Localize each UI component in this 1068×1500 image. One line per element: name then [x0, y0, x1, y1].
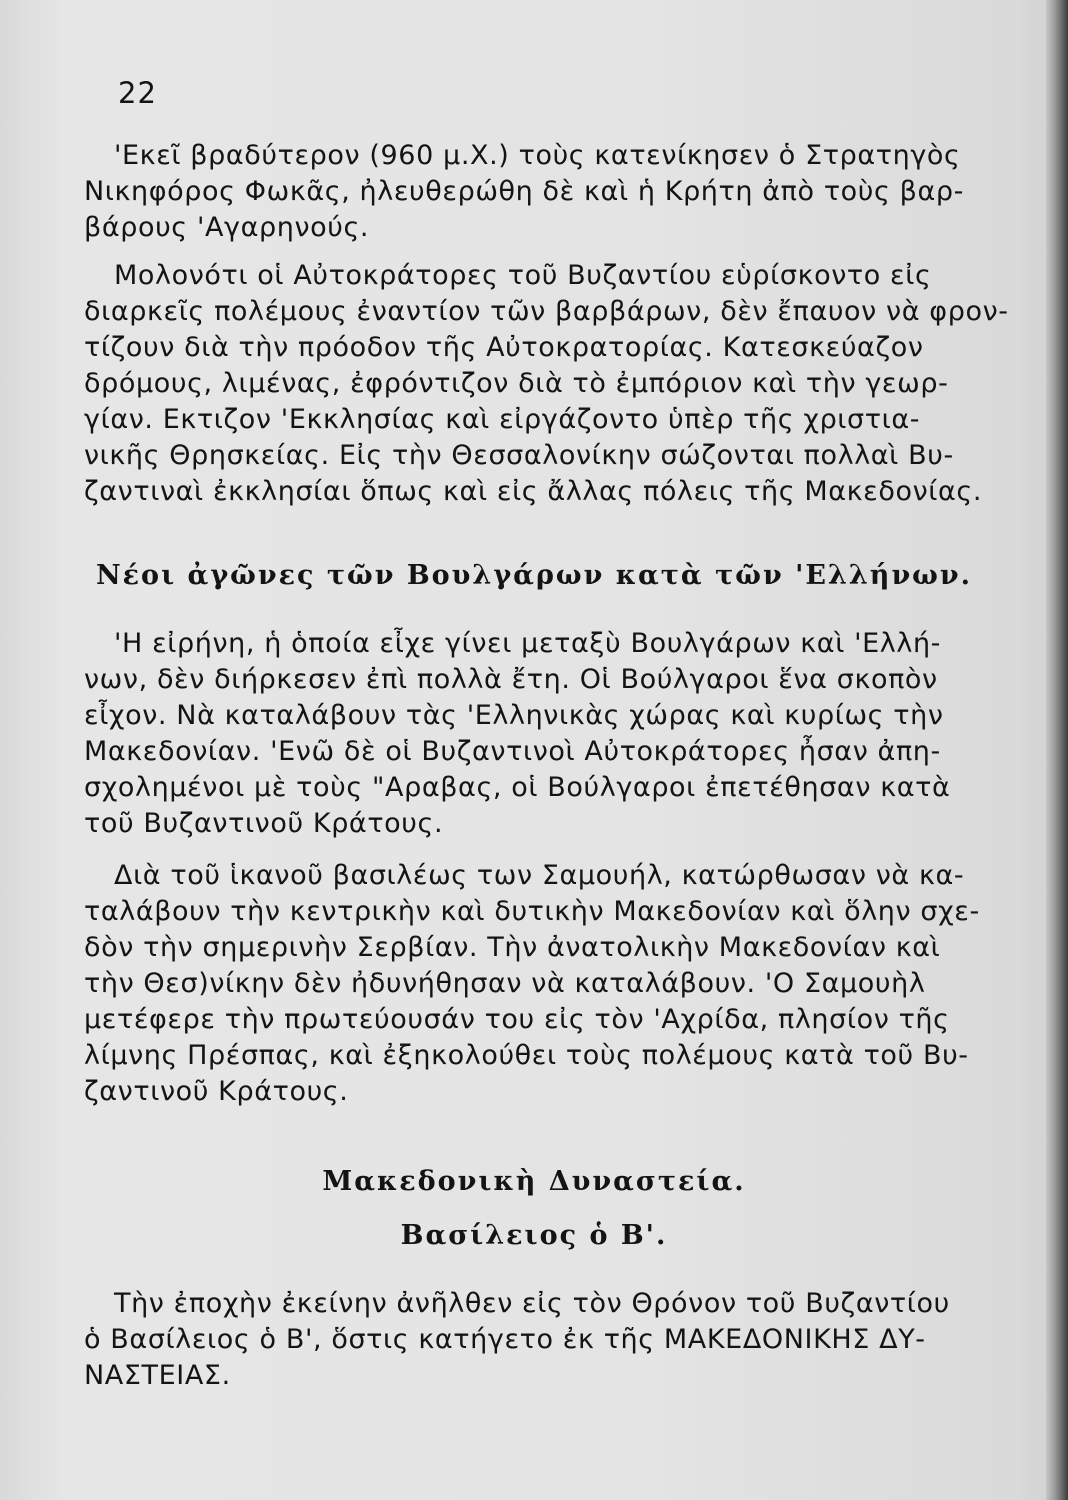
- text-line: Μολονότι οἱ Αὐτοκράτορες τοῦ Βυζαντίου εὑρίσκοντο εἰς: [114, 260, 932, 291]
- text-line: νικῆς Θρησκείας. Εἰς τὴν Θεσσαλονίκην σώζονται πολλαὶ Βυ-: [84, 440, 954, 471]
- text-line: νων, δὲν διήρκεσεν ἐπὶ πολλὰ ἔτη. Οἱ Βούλγαροι ἕνα σκοπὸν: [84, 664, 938, 695]
- page-number: 22: [118, 76, 157, 110]
- text-line: δὸν τὴν σημερινὴν Σερβίαν. Τὴν ἀνατολικὴν Μακεδονίαν καὶ: [84, 932, 941, 963]
- page-binding-edge: [1046, 0, 1068, 1500]
- text-line: λίμνης Πρέσπας, καὶ ἐξηκολούθει τοὺς πολέμους κατὰ τοῦ Βυ-: [84, 1040, 969, 1071]
- paragraph-bulgarians: [84, 626, 1044, 842]
- paragraph-basil: [84, 1286, 1044, 1394]
- text-line: Νικηφόρος Φωκᾶς, ἠλευθερώθη δὲ καὶ ἡ Κρήτη ἀπὸ τοὺς βαρ-: [84, 176, 964, 207]
- text-line: σχολημένοι μὲ τοὺς "Αραβας, οἱ Βούλγαροι ἐπετέθησαν κατὰ: [84, 772, 951, 803]
- text-line: ζαντινοῦ Κράτους.: [84, 1076, 349, 1107]
- text-line: μετέφερε τὴν πρωτεύουσάν του εἰς τὸν 'Αχρίδα, πλησίον τῆς: [84, 1004, 950, 1035]
- text-line: εἶχον. Νὰ καταλάβουν τὰς 'Ελληνικὰς χώρας καὶ κυρίως τὴν: [84, 700, 944, 731]
- text-line: Διὰ τοῦ ἱκανοῦ βασιλέως των Σαμουήλ, κατώρθωσαν νὰ κα-: [114, 860, 965, 891]
- text-line: διαρκεῖς πολέμους ἐναντίον τῶν βαρβάρων, δὲν ἔπαυον νὰ φρον-: [84, 296, 1009, 327]
- text-line: τίζουν διὰ τὴν πρόοδον τῆς Αὐτοκρατορίας. Κατεσκεύαζον: [84, 332, 924, 363]
- text-line: ταλάβουν τὴν κεντρικὴν καὶ δυτικὴν Μακεδονίαν καὶ ὅλην σχε-: [84, 896, 980, 927]
- text-line: ζαντιναὶ ἐκκλησίαι ὅπως καὶ εἰς ἄλλας πόλεις τῆς Μακεδονίας.: [84, 476, 983, 507]
- section-heading-bulgarian-struggles: Νέοι ἀγῶνες τῶν Βουλγάρων κατὰ τῶν 'Ελλήνων.: [95, 560, 973, 591]
- text-line: Μακεδονίαν. 'Ενῶ δὲ οἱ Βυζαντινοὶ Αὐτοκράτορες ἦσαν ἀπη-: [84, 736, 941, 767]
- text-line: δρόμους, λιμένας, ἐφρόντιζον διὰ τὸ ἐμπόριον καὶ τὴν γεωρ-: [84, 368, 949, 399]
- section-heading-macedonian-dynasty: Μακεδονικὴ Δυναστεία.: [322, 1166, 746, 1197]
- paragraph-phocas: [84, 138, 1044, 246]
- paragraph-emperors: [84, 258, 1044, 510]
- text-line: ΝΑΣΤΕΙΑΣ.: [84, 1360, 231, 1391]
- text-line: Τὴν ἐποχὴν ἐκείνην ἀνῆλθεν εἰς τὸν Θρόνον τοῦ Βυζαντίου: [114, 1288, 950, 1319]
- text-line: γίαν. Εκτιζον 'Εκκλησίας καὶ εἰργάζοντο ὑπὲρ τῆς χριστια-: [84, 404, 921, 435]
- text-line: 'Η εἰρήνη, ἡ ὁποία εἶχε γίνει μεταξὺ Βουλγάρων καὶ 'Ελλή-: [114, 628, 942, 659]
- text-line: βάρους 'Αγαρηνούς.: [84, 212, 370, 243]
- text-line: τὴν Θεσ)νίκην δὲν ἠδυνήθησαν νὰ καταλάβουν. 'Ο Σαμουὴλ: [84, 968, 926, 999]
- text-line: τοῦ Βυζαντινοῦ Κράτους.: [84, 808, 444, 839]
- section-heading-basil-ii: Βασίλειος ὁ Β'.: [400, 1220, 668, 1251]
- text-line: 'Εκεῖ βραδύτερον (960 μ.Χ.) τοὺς κατενίκησεν ὁ Στρατηγὸς: [114, 140, 961, 171]
- paragraph-samuel: [84, 858, 1044, 1110]
- text-line: ὁ Βασίλειος ὁ Β', ὅστις κατήγετο ἐκ τῆς ΜΑΚΕΔΟΝΙΚΗΣ ΔΥ-: [84, 1324, 926, 1355]
